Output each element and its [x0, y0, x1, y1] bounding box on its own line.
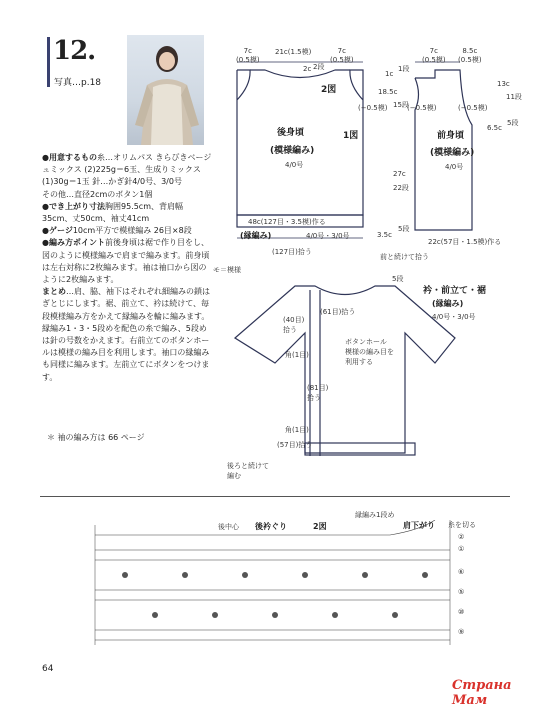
border-continue: 後ろと続けて 編む: [227, 462, 269, 480]
back-cast-on: 48c(127目・3.5模)作る: [248, 218, 326, 226]
front-rows15: 15段: [393, 101, 409, 109]
back-border: (縁編み): [240, 231, 272, 240]
front-pickup: 前と続けて拾う: [380, 253, 429, 261]
back-border-rows: 5段: [398, 225, 410, 233]
gauge-line: ●ゲージ10cm平方で模様編み 26目×8段: [42, 226, 192, 236]
front-minus-right: (−0.5模): [458, 104, 488, 112]
front-rows5: 5段: [507, 119, 519, 127]
chart-fig: 2図: [313, 522, 327, 531]
section-divider: [40, 496, 510, 497]
back-needle: 4/0号: [285, 161, 304, 169]
border-corner2: 角(1目): [285, 426, 309, 434]
front-h13: 13c: [497, 80, 510, 88]
pattern-number: 12.: [53, 36, 96, 66]
front-rows11: 11段: [506, 93, 522, 101]
front-rows22: 22段: [393, 184, 409, 192]
back-bottom-pickup: (127目)拾う: [272, 248, 312, 256]
chart-row-marker-2: ①: [458, 545, 465, 553]
pattern-legend: モ＝模様: [213, 266, 241, 274]
header-bar: [47, 37, 50, 87]
watermark-logo: Страна Мам: [452, 678, 512, 708]
back-neck-depth: 2c: [303, 65, 312, 73]
border-subtitle: (縁編み): [432, 299, 464, 308]
stitch-chart: [90, 520, 460, 645]
other-line: その他…直径2cmのボタン1個: [42, 189, 153, 199]
back-top-right: 7c (0.5模): [330, 47, 354, 64]
finish-line: まとめ…肩、脇、袖下はそれぞれ細編みの鎖はぎとじにします。裾、前立て、衿は続けて、毎段模様編み方をかえて縁編みを輪に編みます。縁編み1・3・5段めを配色の糸で編み、5段めは針の号数をかえます。右前立てのボタンホールは模様の編み目を利用します。袖口の縁編みも同様に編みます。左前立てにボタンをつけます。: [42, 287, 210, 382]
chart-center-back: 後中心: [218, 523, 239, 531]
back-subtitle: (模様編み): [270, 146, 315, 156]
border-neck-count: (61目)拾う: [320, 308, 356, 316]
materials-block: [42, 152, 212, 384]
front-h65: 6.5c: [487, 124, 502, 132]
model-photo: [127, 35, 204, 145]
back-fig2: 2図: [321, 85, 337, 95]
front-subtitle: (模様編み): [430, 148, 475, 158]
chart-row-marker-4: ⑤: [458, 588, 465, 596]
front-minus-left: (−0.5模): [407, 104, 437, 112]
front-needle: 4/0号: [445, 163, 464, 171]
sleeve-note: ＊ 袖の編み方は 66 ページ: [47, 433, 145, 442]
chart-row-marker-5: ⑩: [458, 608, 465, 616]
chart-title: 後衿ぐり: [255, 522, 287, 531]
front-cast-on: 22c(57目・1.5模)作る: [428, 238, 502, 246]
front-title: 前身頃: [437, 131, 465, 141]
back-border-height: 3.5c: [377, 231, 392, 239]
back-border-needle: 4/0号・3/0号: [306, 232, 350, 240]
border-corner: 角(1目): [285, 351, 309, 359]
border-title: 衿・前立て・裾: [423, 286, 487, 296]
front-top-left: 7c (0.5模): [422, 47, 446, 64]
border-top-count: (40目) 拾う: [283, 316, 305, 334]
back-title: 後身頃: [277, 128, 305, 138]
front-shoulder-1c: 1c: [385, 70, 394, 78]
front-top-right: 8.5c (0.5模): [458, 47, 482, 64]
chart-border-first: 縁編み1段め: [355, 511, 395, 519]
photo-reference: 写真…p.18: [54, 78, 102, 88]
border-rows: 5段: [392, 275, 404, 283]
chart-shoulder: 肩下がり: [403, 521, 435, 530]
back-side-minus: (−0.5模): [358, 104, 388, 112]
page-number: 64: [42, 664, 54, 674]
back-neck-rows: 2段: [313, 63, 325, 71]
chart-row-marker-3: ⑥: [458, 568, 465, 576]
chart-row-marker-1: ②: [458, 533, 465, 541]
chart-cut-yarn: 糸を切る: [448, 521, 476, 529]
model-illustration: [127, 35, 204, 145]
front-h185: 18.5c: [378, 88, 398, 96]
chart-row-marker-6: ⑨: [458, 628, 465, 636]
front-shoulder-rows: 1段: [398, 65, 410, 73]
border-button-hole: ボタンホール 模様の編み目を 利用する: [345, 338, 394, 366]
front-h27: 27c: [393, 170, 406, 178]
back-top-left: 7c (0.5模): [236, 47, 260, 64]
size-line: ●でき上がり寸法胸囲95.5cm、背肩幅35cm、丈50cm、袖丈41cm: [42, 201, 183, 224]
points-line: ●編み方ポイント前後身頃は裾で作り目をし、図のように模様編みで肩まで編みます。前身頃は左右対称に2枚編みます。袖は袖口から図のように2枚編みます。: [42, 238, 210, 285]
border-needle: 4/0号・3/0号: [432, 313, 476, 321]
border-bottom-count: (57目)拾う: [277, 441, 313, 449]
back-top-mid: 21c(1.5模): [275, 48, 312, 56]
yarn-line: ●用意するもの糸…オリムパス きらびきベージュミックス (2)225g＝6玉、生成りミックス (1)30g＝1玉 針…かぎ針4/0号、3/0号: [42, 153, 212, 187]
back-fig1: 1図: [343, 131, 359, 141]
border-front-count: (81目) 拾う: [307, 384, 329, 402]
